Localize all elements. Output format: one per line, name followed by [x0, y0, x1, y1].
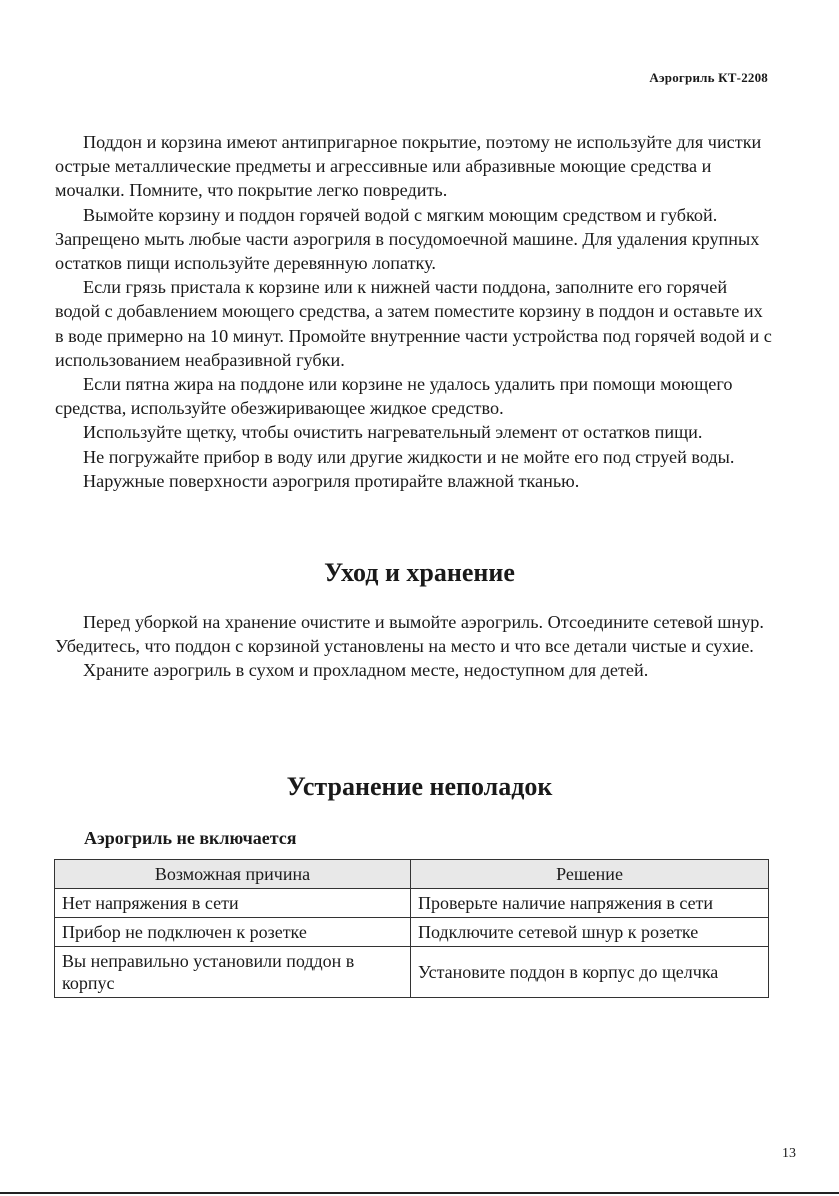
solution-cell: Подключите сетевой шнур к розетке [411, 918, 769, 947]
running-header: Аэрогриль КТ-2208 [649, 70, 768, 85]
cleaning-paragraph: Если пятна жира на поддоне или корзине не удалось удалить при помощи моющего средства, используйте обезжиривающее жидкое средство. [55, 374, 733, 419]
cleaning-paragraph: Вымойте корзину и поддон горячей водой с мягким моющим средством и губкой. Запрещено мыть любые части аэрогриля в посудомоечной машине. Для удаления крупных остатков пищи используйте деревянную лопатку. [55, 204, 760, 274]
cause-cell: Нет напряжения в сети [55, 889, 411, 918]
cleaning-paragraph: Если грязь пристала к корзине или к нижней части поддона, заполните его горячей водой с добавлением моющего средства, а затем поместите корзину в поддон и оставьте их в воде примерно на 10 минут. Промойте внутренние части устройства под горячей водой и с использованием неабразивной губки. [55, 277, 772, 370]
table-row [55, 889, 769, 918]
table-row [55, 918, 769, 947]
column-header-cause: Возможная причина [55, 860, 411, 889]
solution-cell: Установите поддон в корпус до щелчка [411, 947, 769, 998]
page-number: 13 [782, 1146, 796, 1161]
cleaning-section [55, 130, 772, 493]
storage-heading: Уход и хранение [324, 558, 515, 587]
cleaning-paragraph: Не погружайте прибор в воду или другие жидкости и не мойте его под струей воды. [83, 446, 735, 467]
cleaning-paragraph: Используйте щетку, чтобы очистить нагревательный элемент от остатков пищи. [83, 422, 703, 443]
troubleshooting-heading: Устранение неполадок [286, 772, 553, 801]
bottom-divider [0, 1192, 839, 1194]
column-header-solution: Решение [411, 860, 769, 889]
cleaning-paragraph: Наружные поверхности аэрогриля протирайте влажной тканью. [83, 470, 580, 491]
table-row [55, 947, 769, 998]
troubleshooting-table [54, 859, 769, 998]
solution-cell: Проверьте наличие напряжения в сети [411, 889, 769, 918]
cause-cell: Прибор не подключен к розетке [55, 918, 411, 947]
cleaning-paragraph: Поддон и корзина имеют антипригарное покрытие, поэтому не используйте для чистки острые металлические предметы и агрессивные или абразивные моющие средства и мочалки. Помните, что покрытие легко повредить. [55, 132, 762, 201]
cause-cell: Вы неправильно установили поддон в корпус [55, 947, 411, 998]
storage-section [55, 610, 772, 683]
storage-paragraph: Храните аэрогриль в сухом и прохладном месте, недоступном для детей. [83, 660, 649, 681]
table-header-row [55, 860, 769, 889]
storage-paragraph: Перед уборкой на хранение очистите и вымойте аэрогриль. Отсоедините сетевой шнур. Убедитесь, что поддон с корзиной установлены на место и что все детали чистые и сухие. [55, 612, 764, 657]
troubleshooting-subheading: Аэрогриль не включается [84, 828, 297, 848]
